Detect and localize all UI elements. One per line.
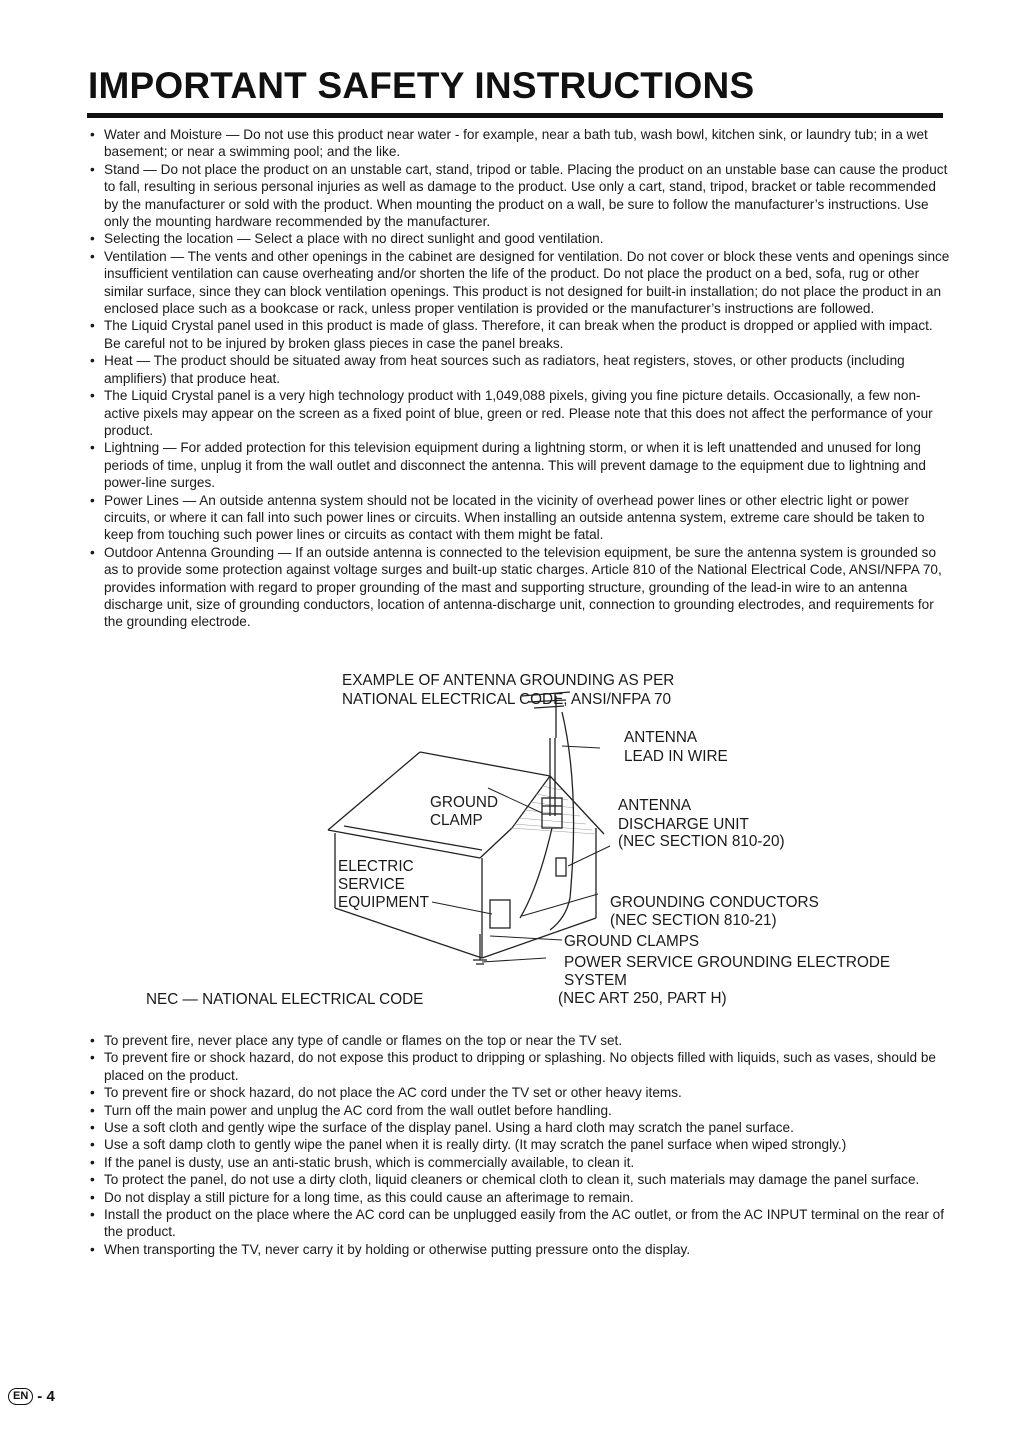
label-electric-line3: EQUIPMENT (338, 894, 429, 911)
list-item: • To protect the panel, do not use a dirty cloth, liquid cleaners or chemical cloth to clean it, such materials may damage the panel surface. (88, 1171, 950, 1188)
list-item: • Install the product on the place where the AC cord can be unplugged easily from the AC outlet, or from the AC INPUT terminal on the rear of the product. (88, 1206, 950, 1241)
diagram-caption-line2: NATIONAL ELECTRICAL CODE, ANSI/NFPA 70 (342, 691, 671, 708)
label-ground-clamps: GROUND CLAMPS (564, 933, 700, 950)
diagram-caption-line1: EXAMPLE OF ANTENNA GROUNDING AS PER (342, 672, 675, 689)
label-ground-clamp-line2: CLAMP (430, 812, 483, 829)
page-footer (8, 1388, 55, 1405)
label-ground-clamp-line1: GROUND (430, 794, 498, 811)
house-drawing (328, 752, 604, 958)
list-item: • Stand — Do not place the product on an unstable cart, stand, tripod or table. Placing the product on an unstable base can cause the product to fall, resulting in serious personal injuries as well as damage to the product. Use only a cart, stand, tripod, bracket or table recommended by the manufacturer or sold with the product. When mounting the product on a wall, be sure to follow the manufacturer’s instructions. Use only the mounting hardware recommended by the manufacturer. (88, 161, 950, 231)
list-item: • To prevent fire or shock hazard, do not expose this product to dripping or splashing. No objects filled with liquids, such as vases, should be placed on the product. (88, 1049, 950, 1084)
label-discharge-line2: DISCHARGE UNIT (618, 816, 749, 833)
label-conductors-line1: GROUNDING CONDUCTORS (610, 894, 819, 911)
label-nec-note: NEC — NATIONAL ELECTRICAL CODE (146, 991, 424, 1008)
label-electrode-line1: POWER SERVICE GROUNDING ELECTRODE (564, 954, 891, 971)
list-item: • Turn off the main power and unplug the AC cord from the wall outlet before handling. (88, 1102, 950, 1119)
list-item: • Do not display a still picture for a long time, as this could cause an afterimage to remain. (88, 1189, 950, 1206)
list-item: • The Liquid Crystal panel is a very high technology product with 1,049,088 pixels, giving you fine picture details. Occasionally, a few non-active pixels may appear on the screen as a fixed point of blue, green or red. Please note that this does not affect the performance of your product. (88, 387, 950, 439)
label-electrode-line2: SYSTEM (564, 972, 627, 989)
list-item: • To prevent fire, never place any type of candle or flames on the top or near the TV set. (88, 1032, 950, 1049)
label-conductors-line2: (NEC SECTION 810-21) (610, 912, 777, 929)
label-electric-line1: ELECTRIC (338, 858, 414, 875)
list-item: • Water and Moisture — Do not use this product near water - for example, near a bath tub, wash bowl, kitchen sink, or laundry tub; in a wet basement; or near a swimming pool; and the like. (88, 126, 950, 161)
language-badge: EN (8, 1388, 33, 1405)
label-antenna: ANTENNA (624, 729, 698, 746)
list-item: • Power Lines — An outside antenna system should not be located in the vicinity of overhead power lines or other electric light or power circuits, or where it can fall into such power lines or circuits. When installing an outside antenna system, extreme care should be taken to keep from touching such power lines or circuits as contact with them might be fatal. (88, 492, 950, 544)
label-discharge-line1: ANTENNA (618, 797, 692, 814)
list-item: • Ventilation — The vents and other openings in the cabinet are designed for ventilation. Do not cover or block these vents and openings since insufficient ventilation can cause overheating and/or shorten the life of the product. Do not place the product on a bed, sofa, rug or other similar surface, since they can block ventilation openings. This product is not designed for built-in installation; do not place the product in an enclosed place such as a bookcase or rack, unless proper ventilation is provided or the manufacturer’s instructions are followed. (88, 248, 950, 318)
label-discharge-line3: (NEC SECTION 810-20) (618, 833, 785, 850)
title-rule (87, 113, 943, 118)
list-item: • If the panel is dusty, use an anti-static brush, which is commercially available, to clean it. (88, 1154, 950, 1171)
safety-list-top (88, 126, 950, 631)
page-number: - 4 (37, 1388, 55, 1405)
list-item: • Outdoor Antenna Grounding — If an outside antenna is connected to the television equipment, be sure the antenna system is grounded so as to provide some protection against voltage surges and built-up static charges. Article 810 of the National Electrical Code, ANSI/NFPA 70, provides information with regard to proper grounding of the mast and supporting structure, grounding of the lead-in wire to an antenna discharge unit, size of grounding conductors, location of antenna-discharge unit, connection to grounding electrodes, and requirements for the grounding electrode. (88, 544, 950, 631)
safety-list-bottom (88, 1032, 950, 1258)
list-item: • To prevent fire or shock hazard, do not place the AC cord under the TV set or other heavy items. (88, 1084, 950, 1101)
antenna-grounding-diagram (130, 668, 910, 1018)
list-item: • Selecting the location — Select a place with no direct sunlight and good ventilation. (88, 230, 950, 247)
list-item: • Lightning — For added protection for this television equipment during a lightning storm, or when it is left unattended and unused for long periods of time, unplug it from the wall outlet and disconnect the antenna. This will prevent damage to the equipment due to lightning and power-line surges. (88, 439, 950, 491)
label-electrode-line3: (NEC ART 250, PART H) (558, 990, 727, 1007)
list-item: • Use a soft damp cloth to gently wipe the panel when it is really dirty. (It may scratch the panel surface when wiped strongly.) (88, 1136, 950, 1153)
antenna-mast (473, 692, 574, 964)
list-item: • When transporting the TV, never carry it by holding or otherwise putting pressure onto the display. (88, 1241, 950, 1258)
roof-shading (510, 786, 596, 834)
list-item: • The Liquid Crystal panel used in this product is made of glass. Therefore, it can break when the product is dropped or applied with impact. Be careful not to be injured by broken glass pieces in case the panel breaks. (88, 317, 950, 352)
label-electric-line2: SERVICE (338, 876, 405, 893)
page-title: IMPORTANT SAFETY INSTRUCTIONS (88, 65, 755, 106)
list-item: • Use a soft cloth and gently wipe the surface of the display panel. Using a hard cloth may scratch the panel surface. (88, 1119, 950, 1136)
label-lead-in-wire: LEAD IN WIRE (624, 748, 728, 765)
list-item: • Heat — The product should be situated away from heat sources such as radiators, heat registers, stoves, or other products (including amplifiers) that produce heat. (88, 352, 950, 387)
